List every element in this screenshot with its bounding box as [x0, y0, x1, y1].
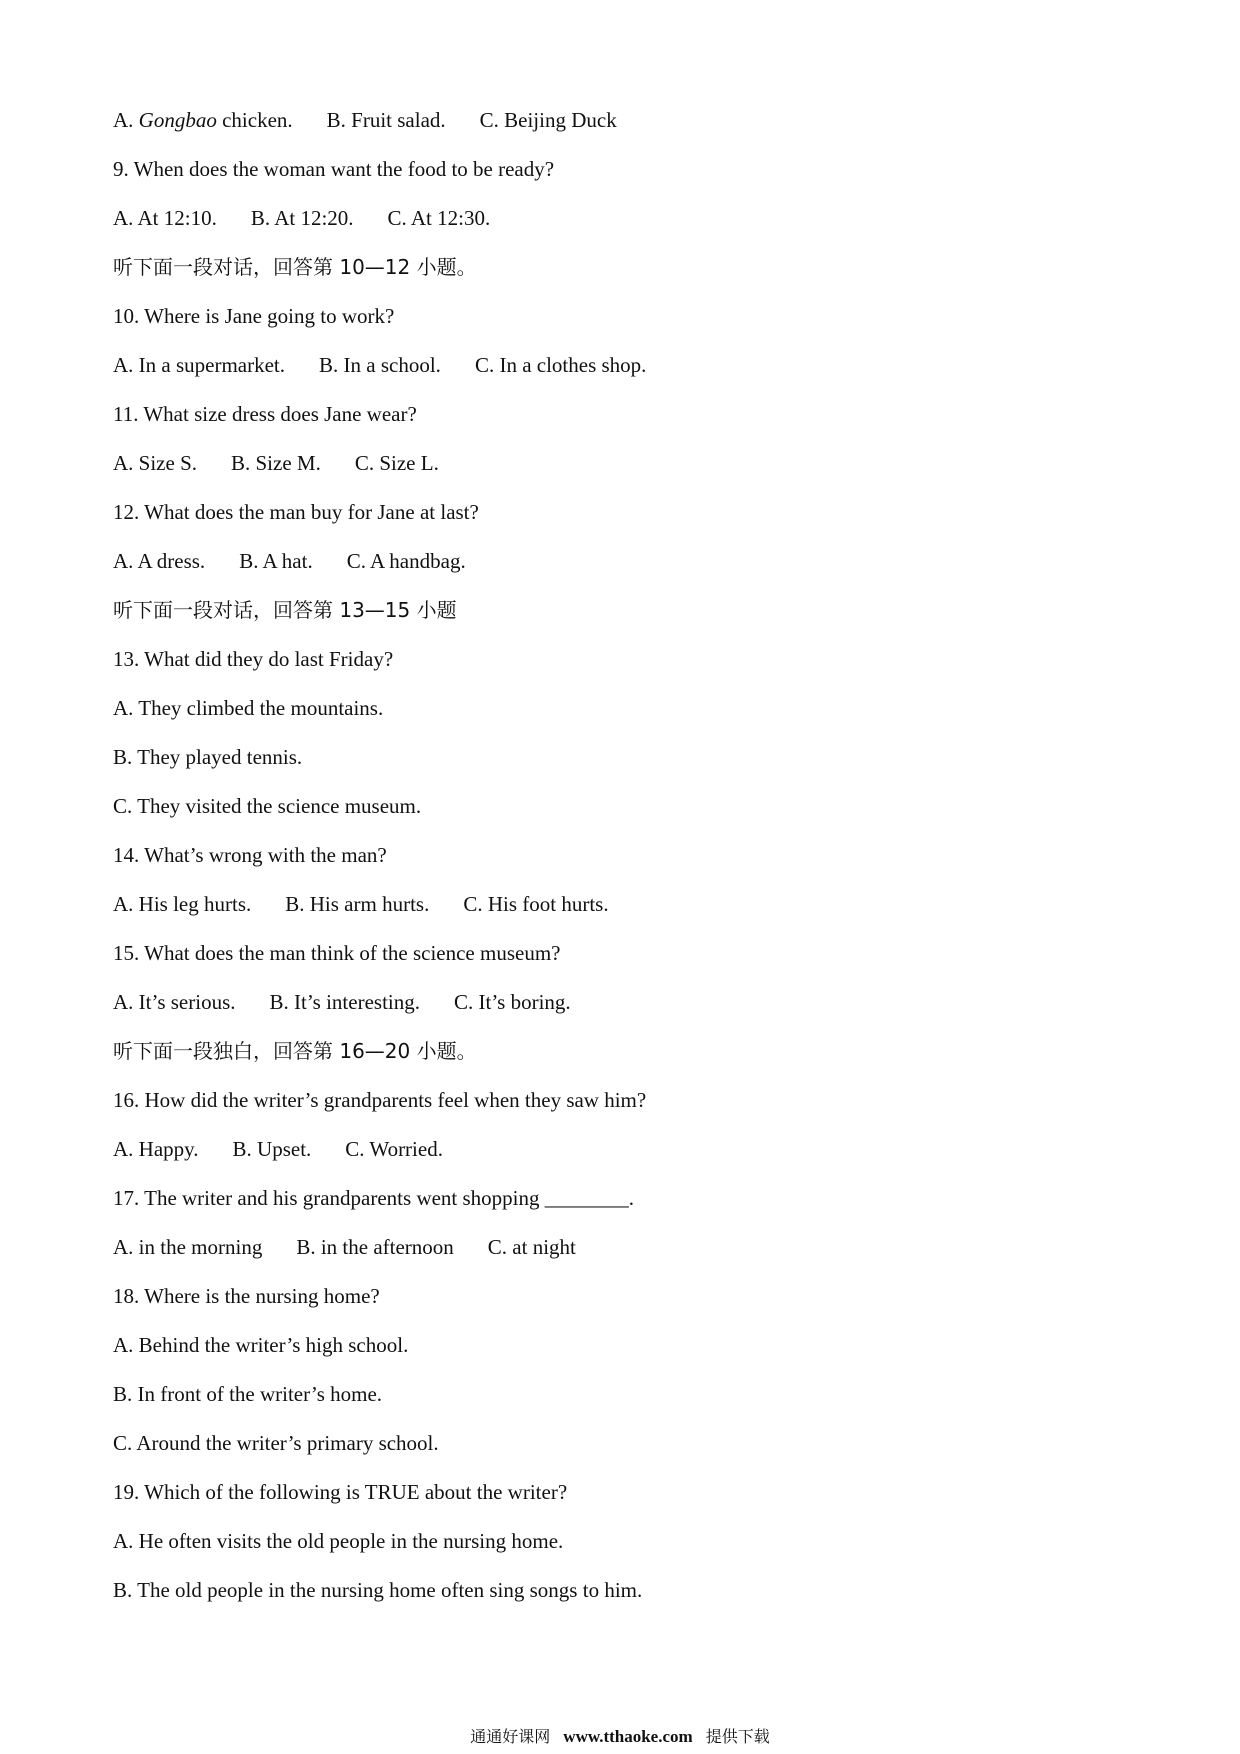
q19-option-b: B. The old people in the nursing home often sing songs to him.	[113, 1578, 643, 1602]
q9-option-a: A. At 12:10.	[113, 206, 217, 230]
q15-option-b: B. It’s interesting.	[269, 990, 420, 1014]
q10-question: 10. Where is Jane going to work?	[113, 304, 395, 328]
footer-url-link[interactable]: www.tthaoke.com	[563, 1727, 693, 1746]
q8-option-b: B. Fruit salad.	[326, 108, 446, 132]
q19-option-a: A. He often visits the old people in the nursing home.	[113, 1529, 564, 1553]
q16-option-b: B. Upset.	[232, 1137, 312, 1161]
q9-options	[113, 204, 490, 232]
q16-option-a: A. Happy.	[113, 1137, 199, 1161]
q17-options	[113, 1233, 576, 1261]
q10-option-b: B. In a school.	[319, 353, 441, 377]
q14-option-c: C. His foot hurts.	[463, 892, 609, 916]
q8-option-c: C. Beijing Duck	[479, 108, 617, 132]
q15-question: 15. What does the man think of the science museum?	[113, 941, 561, 965]
section-heading-10-12: 听下面一段对话，回答第 10—12 小题。	[113, 255, 477, 279]
q12-option-c: C. A handbag.	[346, 549, 466, 573]
q12-options	[113, 547, 466, 575]
q17-option-b: B. in the afternoon	[296, 1235, 454, 1259]
q13-option-b: B. They played tennis.	[113, 745, 303, 769]
q16-option-c: C. Worried.	[345, 1137, 443, 1161]
q10-option-a: A. In a supermarket.	[113, 353, 286, 377]
q14-option-b: B. His arm hurts.	[285, 892, 430, 916]
q14-options	[113, 890, 609, 918]
q8-option-a: A. Gongbao chicken.	[113, 108, 293, 132]
section-heading-13-15: 听下面一段对话，回答第 13—15 小题	[113, 598, 457, 622]
q13-option-a: A. They climbed the mountains.	[113, 696, 384, 720]
q11-option-c: C. Size L.	[354, 451, 439, 475]
q8-options	[113, 106, 617, 134]
q12-question: 12. What does the man buy for Jane at last?	[113, 500, 479, 524]
q10-options	[113, 351, 646, 379]
q17-option-c: C. at night	[487, 1235, 576, 1259]
q18-question: 18. Where is the nursing home?	[113, 1284, 380, 1308]
q16-options	[113, 1135, 443, 1163]
q15-option-a: A. It’s serious.	[113, 990, 236, 1014]
q12-option-b: B. A hat.	[239, 549, 313, 573]
q15-options	[113, 988, 571, 1016]
q18-option-c: C. Around the writer’s primary school.	[113, 1431, 439, 1455]
q9-option-c: C. At 12:30.	[387, 206, 491, 230]
q19-question: 19. Which of the following is TRUE about the writer?	[113, 1480, 568, 1504]
q16-question: 16. How did the writer’s grandparents feel when they saw him?	[113, 1088, 647, 1112]
q9-option-b: B. At 12:20.	[250, 206, 354, 230]
q9-question: 9. When does the woman want the food to be ready?	[113, 157, 555, 181]
q15-option-c: C. It’s boring.	[454, 990, 571, 1014]
footer-site-name: 通通好课网	[470, 1727, 551, 1746]
section-heading-16-20: 听下面一段独白，回答第 16—20 小题。	[113, 1039, 477, 1063]
q11-option-b: B. Size M.	[231, 451, 321, 475]
q17-question: 17. The writer and his grandparents went shopping ________.	[113, 1186, 635, 1210]
q14-option-a: A. His leg hurts.	[113, 892, 252, 916]
footer-download-text: 提供下载	[705, 1727, 770, 1746]
q12-option-a: A. A dress.	[113, 549, 206, 573]
q14-question: 14. What’s wrong with the man?	[113, 843, 387, 867]
q10-option-c: C. In a clothes shop.	[474, 353, 647, 377]
q18-option-a: A. Behind the writer’s high school.	[113, 1333, 409, 1357]
q13-question: 13. What did they do last Friday?	[113, 647, 394, 671]
q13-option-c: C. They visited the science museum.	[113, 794, 422, 818]
q17-option-a: A. in the morning	[113, 1235, 263, 1259]
q11-options	[113, 449, 439, 477]
q18-option-b: B. In front of the writer’s home.	[113, 1382, 383, 1406]
q11-question: 11. What size dress does Jane wear?	[113, 402, 417, 426]
q11-option-a: A. Size S.	[113, 451, 197, 475]
page-footer	[0, 1727, 1240, 1747]
